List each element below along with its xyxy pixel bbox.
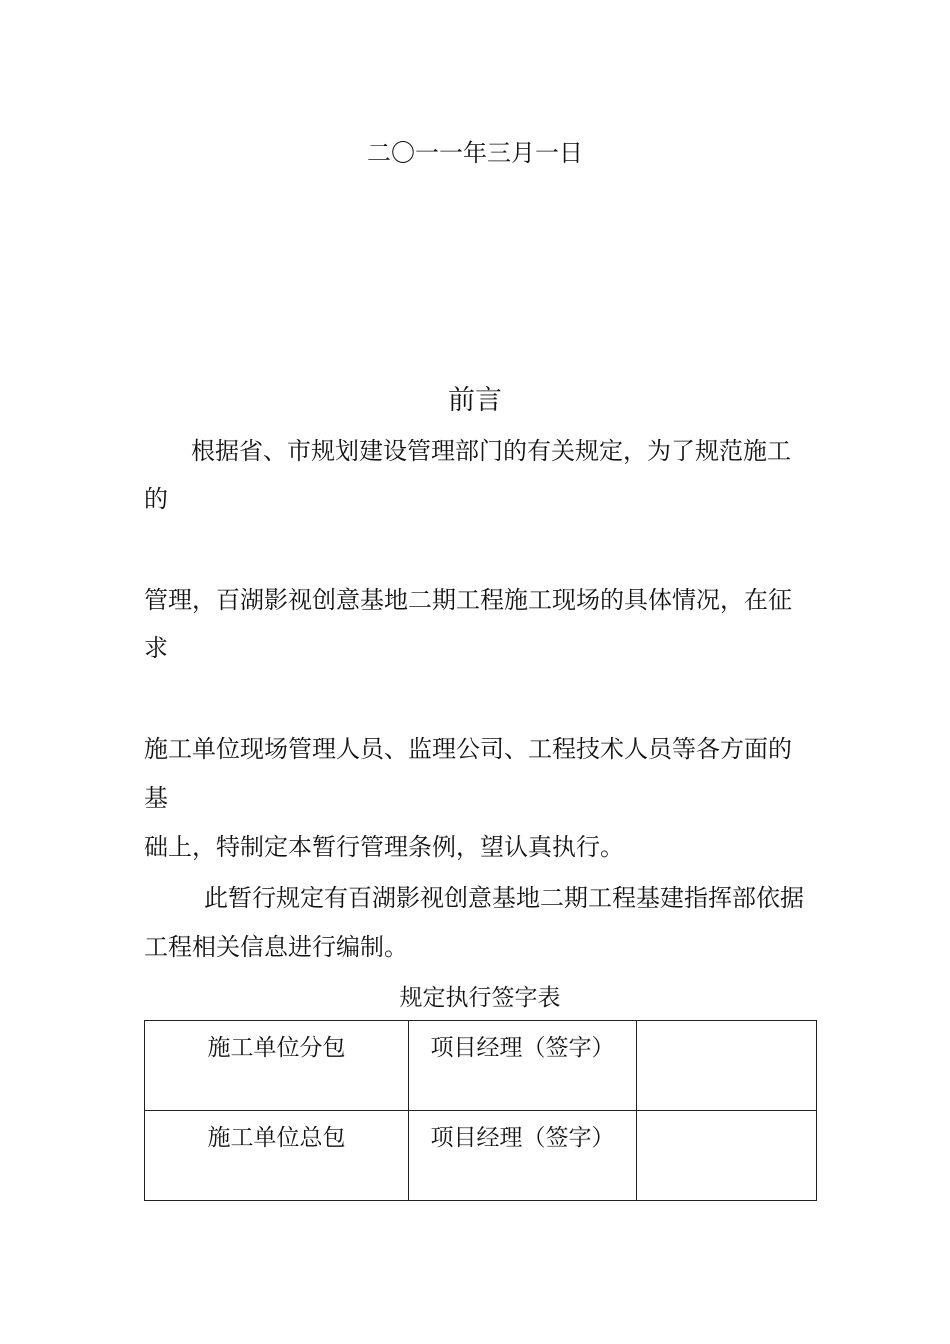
unit-cell: 施工单位总包	[145, 1111, 409, 1201]
role-cell: 项目经理（签字）	[409, 1021, 637, 1111]
preface-line: 根据省、市规划建设管理部门的有关规定，为了规范施工	[191, 437, 791, 465]
unit-cell: 施工单位分包	[145, 1021, 409, 1111]
preface-line: 求	[144, 634, 168, 662]
table-row	[145, 1111, 817, 1201]
signature-cell[interactable]	[637, 1021, 817, 1111]
signature-cell[interactable]	[637, 1111, 817, 1201]
preface-line: 的	[144, 485, 168, 513]
preface-line: 础上，特制定本暂行管理条例，望认真执行。	[144, 833, 624, 861]
table-caption: 规定执行签字表	[399, 985, 561, 1011]
role-cell: 项目经理（签字）	[409, 1111, 637, 1201]
document-date: 二〇一一年三月一日	[367, 139, 583, 167]
preface-line: 工程相关信息进行编制。	[144, 933, 408, 961]
signature-table	[144, 1020, 817, 1201]
table-row	[145, 1021, 817, 1111]
preface-title: 前言	[448, 385, 502, 416]
preface-line: 施工单位现场管理人员、监理公司、工程技术人员等各方面的	[144, 735, 792, 763]
preface-line: 此暂行规定有百湖影视创意基地二期工程基建指挥部依据	[204, 884, 804, 912]
preface-line: 基	[144, 784, 168, 812]
preface-line: 管理，百湖影视创意基地二期工程施工现场的具体情况，在征	[144, 586, 792, 614]
